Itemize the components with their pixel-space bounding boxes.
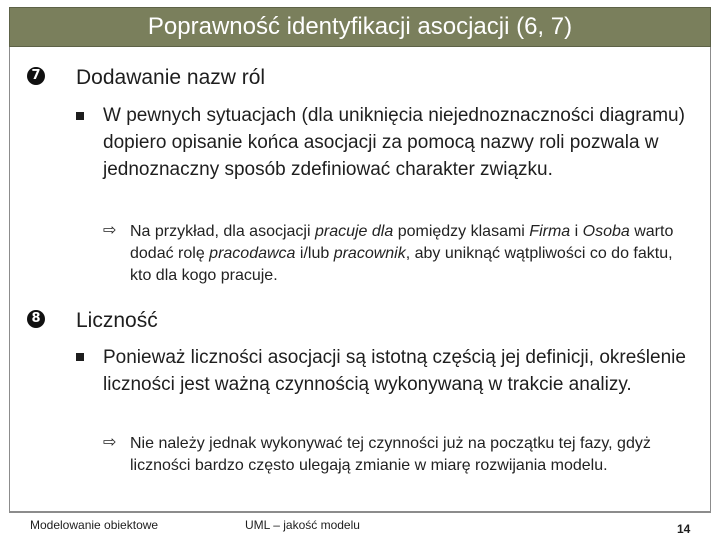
footer-course: Modelowanie obiektowe (30, 518, 159, 532)
title-bar (9, 7, 711, 47)
section-heading-multiplicity: Liczność (76, 309, 158, 332)
slide-title: Poprawność identyfikacji asocjacji (6, 7) (147, 13, 573, 40)
point-multiplicity: Ponieważ liczności asocjacji są istotną częścią jej definicji, określenie liczności jest ważną czynnością wykonywaną w trakcie analizy. (103, 347, 686, 395)
number-7-bullet-icon: 7 (27, 67, 45, 85)
hollow-arrow-icon: ⇨ (103, 220, 117, 239)
footer-rule (9, 512, 711, 513)
example-role-names: Na przykład, dla asocjacji pracuje dla pomiędzy klasami Firma i Osoba warto dodać rolę pracodawca i/lub pracownik, aby uniknąć wątpliwości co do faktu, kto dla kogo pracuje. (130, 223, 674, 284)
note-multiplicity: Nie należy jednak wykonywać tej czynności już na początku tej fazy, gdyż liczności bardzo często ulegają zmianie w miarę rozwijania modelu. (130, 435, 651, 474)
number-8-bullet-icon: 8 (27, 310, 45, 328)
square-bullet-icon (76, 112, 84, 120)
square-bullet-icon (76, 353, 84, 361)
footer-topic: UML – jakość modelu (245, 518, 360, 532)
hollow-arrow-icon: ⇨ (103, 432, 117, 451)
page-number: 14 (677, 522, 691, 536)
section-heading-role-names: Dodawanie nazw ról (76, 66, 266, 89)
point-role-names: W pewnych sytuacjach (dla uniknięcia niejednoznaczności diagramu) dopiero opisanie końca asocjacji za pomocą nazwy roli pozwala w jednoznaczny sposób zdefiniować charakter związku. (103, 105, 685, 180)
